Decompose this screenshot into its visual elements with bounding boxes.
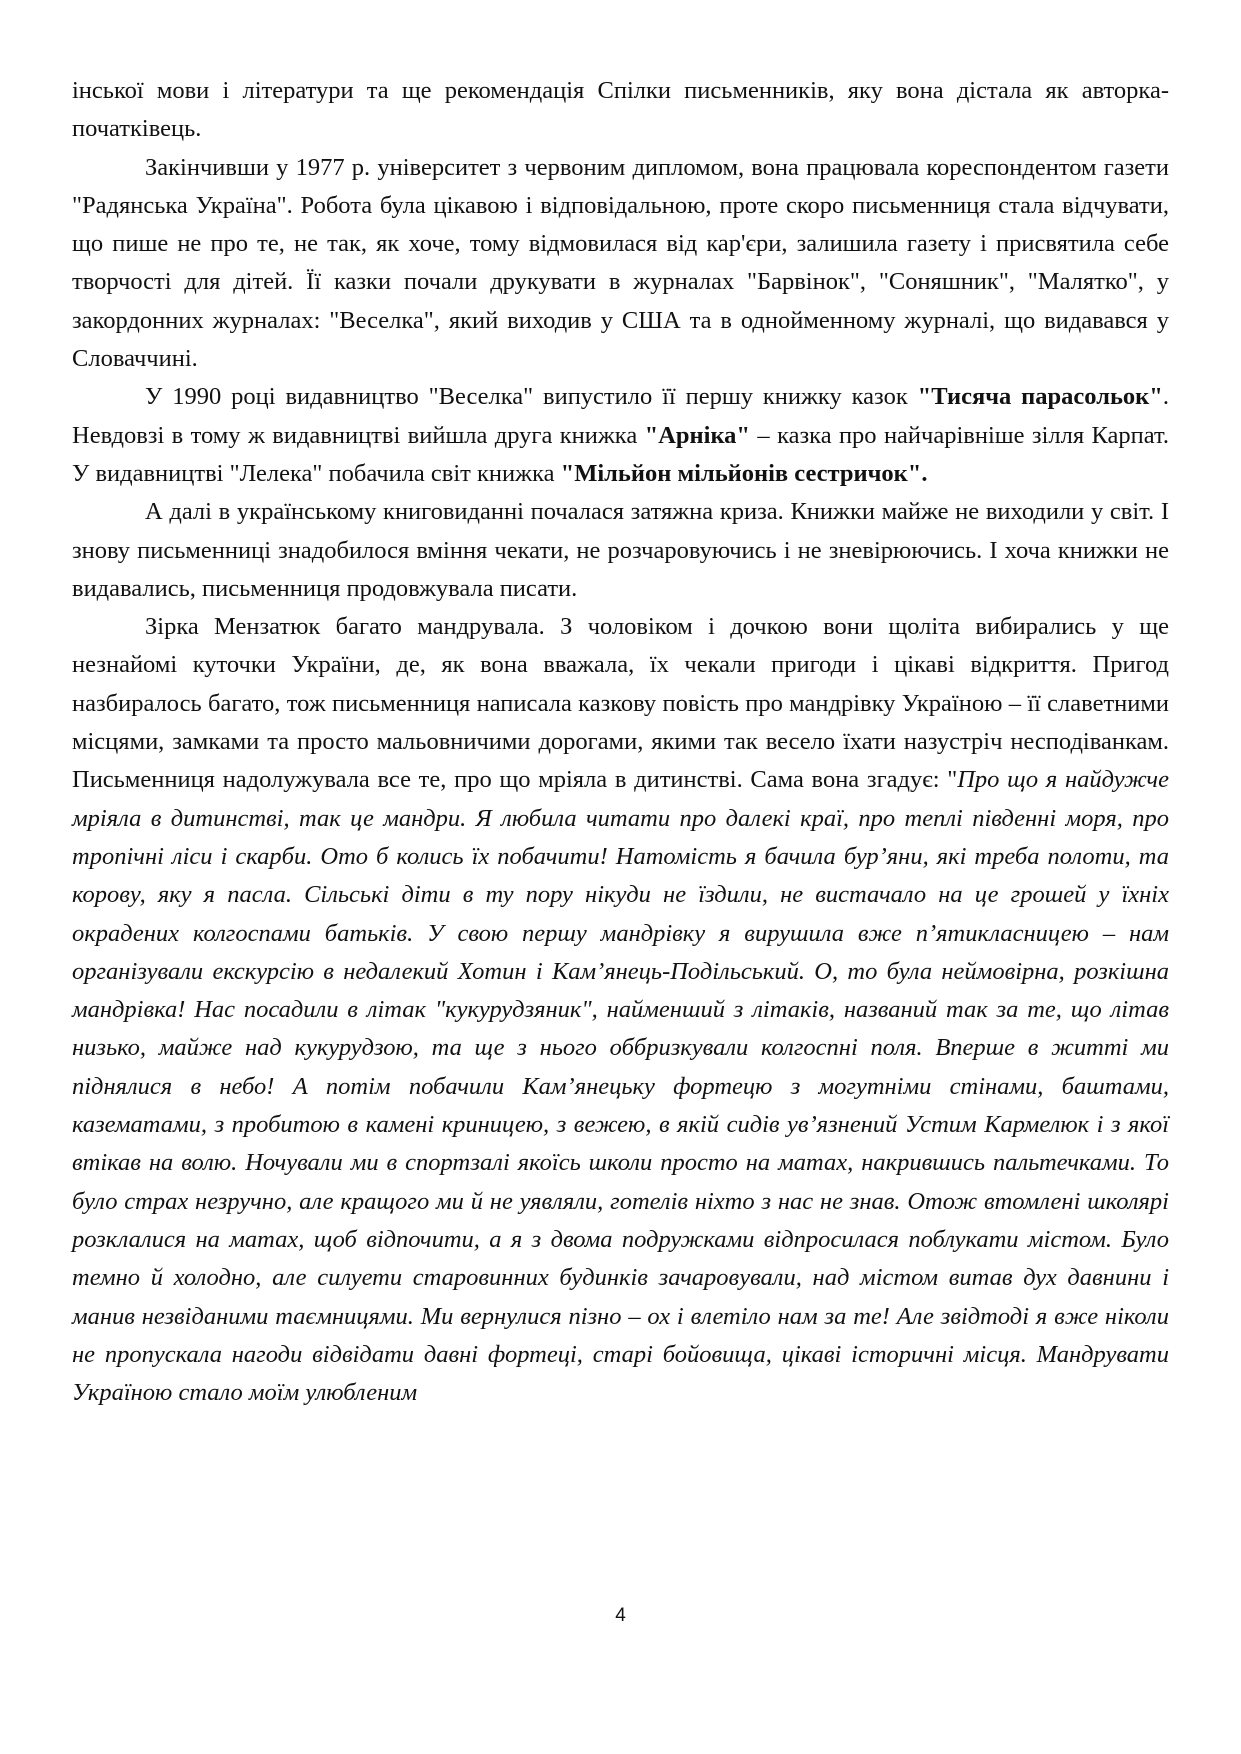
document-body <box>72 72 1169 1412</box>
quotation-italic: Про що я найдужче мріяла в дитинстві, так це мандри. Я любила читати про далекі краї, про теплі південні моря, про тропічні ліси і скарби. Ото б колись їх побачити! Натомість я бачила бур’яни, які треба полоти, та корову, яку я пасла. Сільські діти в ту пору нікуди не їздили, не вистачало на це грошей у їхніх окрадених колгоспами батьків. У свою першу мандрівку я вирушила вже п’ятикласницею – нам організували екскурсію в недалекий Хотин і Кам’янець-Подільський. О, то була неймовірна, розкішна мандрівка! Нас посадили в літак "кукурудзяник", найменший з літаків, названий так за те, що літав низько, майже над кукурудзою, та ще з нього оббризкували колгоспні поля. Вперше в житті ми піднялися в небо! А потім побачили Кам’янецьку фортецю з могутніми стінами, баштами, казематами, з пробитою в камені криницею, з вежею, в якій сидів ув’язнений Устим Кармелюк і з якої втікав на волю. Ночували ми в спортзалі якоїсь школи просто на матах, накрившись пальтечками. То було страх незручно, але кращого ми й не уявляли, готелів ніхто з нас не знав. Отож втомлені школярі розклалися на матах, щоб відпочити, а я з двома подружками відпросилася поблукати містом. Було темно й холодно, але силуети старовинних будинків зачаровували, над містом витав дух давнини і манив незвіданими таємницями. Ми вернулися пізно – ох і влетіло нам за те! Але звідтоді я вже ніколи не пропускала нагоди відвідати давні фортеці, старі бойовища, цікаві історичні місця. Мандрувати Україною стало моїм улюбленим <box>72 766 1169 1407</box>
page-number: 4 <box>615 1605 626 1626</box>
paragraph-1 <box>72 72 1169 149</box>
text-run: У 1990 році видавництво "Веселка" випустило її першу книжку казок <box>145 383 918 411</box>
paragraph-5 <box>72 608 1169 1412</box>
paragraph-2 <box>72 149 1169 379</box>
book-title-tysiacha-parasolok: "Тисяча парасольок" <box>917 383 1163 411</box>
book-title-arnika: "Арніка" <box>644 421 751 449</box>
text-run: . Невдовзі в тому ж видавництві вийшла друга книжка <box>72 383 1170 449</box>
text-run: Зірка Мензатюк багато мандрувала. З чоловіком і дочкою вони щоліта вибирались у ще незнайомі куточки України, де, як вона вважала, їх чекали пригоди і цікаві відкриття. Пригод назбиралось багато, тож письменниця написала казкову повість про мандрівку Україною – її славетними місцями, замками та просто мальовничими дорогами, якими так весело їхати назустріч несподіванкам. Письменниця надолужувала все те, про що мріяла в дитинстві. Сама вона згадує: " <box>72 613 1169 794</box>
paragraph-4 <box>72 493 1169 608</box>
text-run: Закінчивши у 1977 р. університет з червоним дипломом, вона працювала кореспондентом газети "Радянська Україна". Робота була цікавою і відповідальною, проте скоро письменниця стала відчувати, що пише не про те, не так, як хоче, тому відмовилася від кар'єри, залишила газету і присвятила себе творчості для дітей. Її казки почали друкувати в журналах "Барвінок", "Соняшник", "Малятко", у закордонних журналах: "Веселка", який виходив у США та в однойменному журналі, що видавався у Словаччині. <box>72 153 1169 373</box>
paragraph-3 <box>72 378 1169 493</box>
text-run: А далі в українському книговиданні почалася затяжна криза. Книжки майже не виходили у світ. І знову письменниці знадобилося вміння чекати, не розчаровуючись і не зневірюючись. І хоча книжки не видавались, письменниця продовжувала писати. <box>72 498 1169 602</box>
text-run: інської мови і літератури та ще рекомендація Спілки письменників, яку вона дістала як авторка-початківець. <box>72 77 1169 143</box>
book-title-million-sestrychok: "Мільйон мільйонів сестричок". <box>560 459 928 487</box>
text-run: – казка про найчарівніше зілля Карпат. У видавництві "Лелека" побачила світ книжка <box>72 421 1169 487</box>
